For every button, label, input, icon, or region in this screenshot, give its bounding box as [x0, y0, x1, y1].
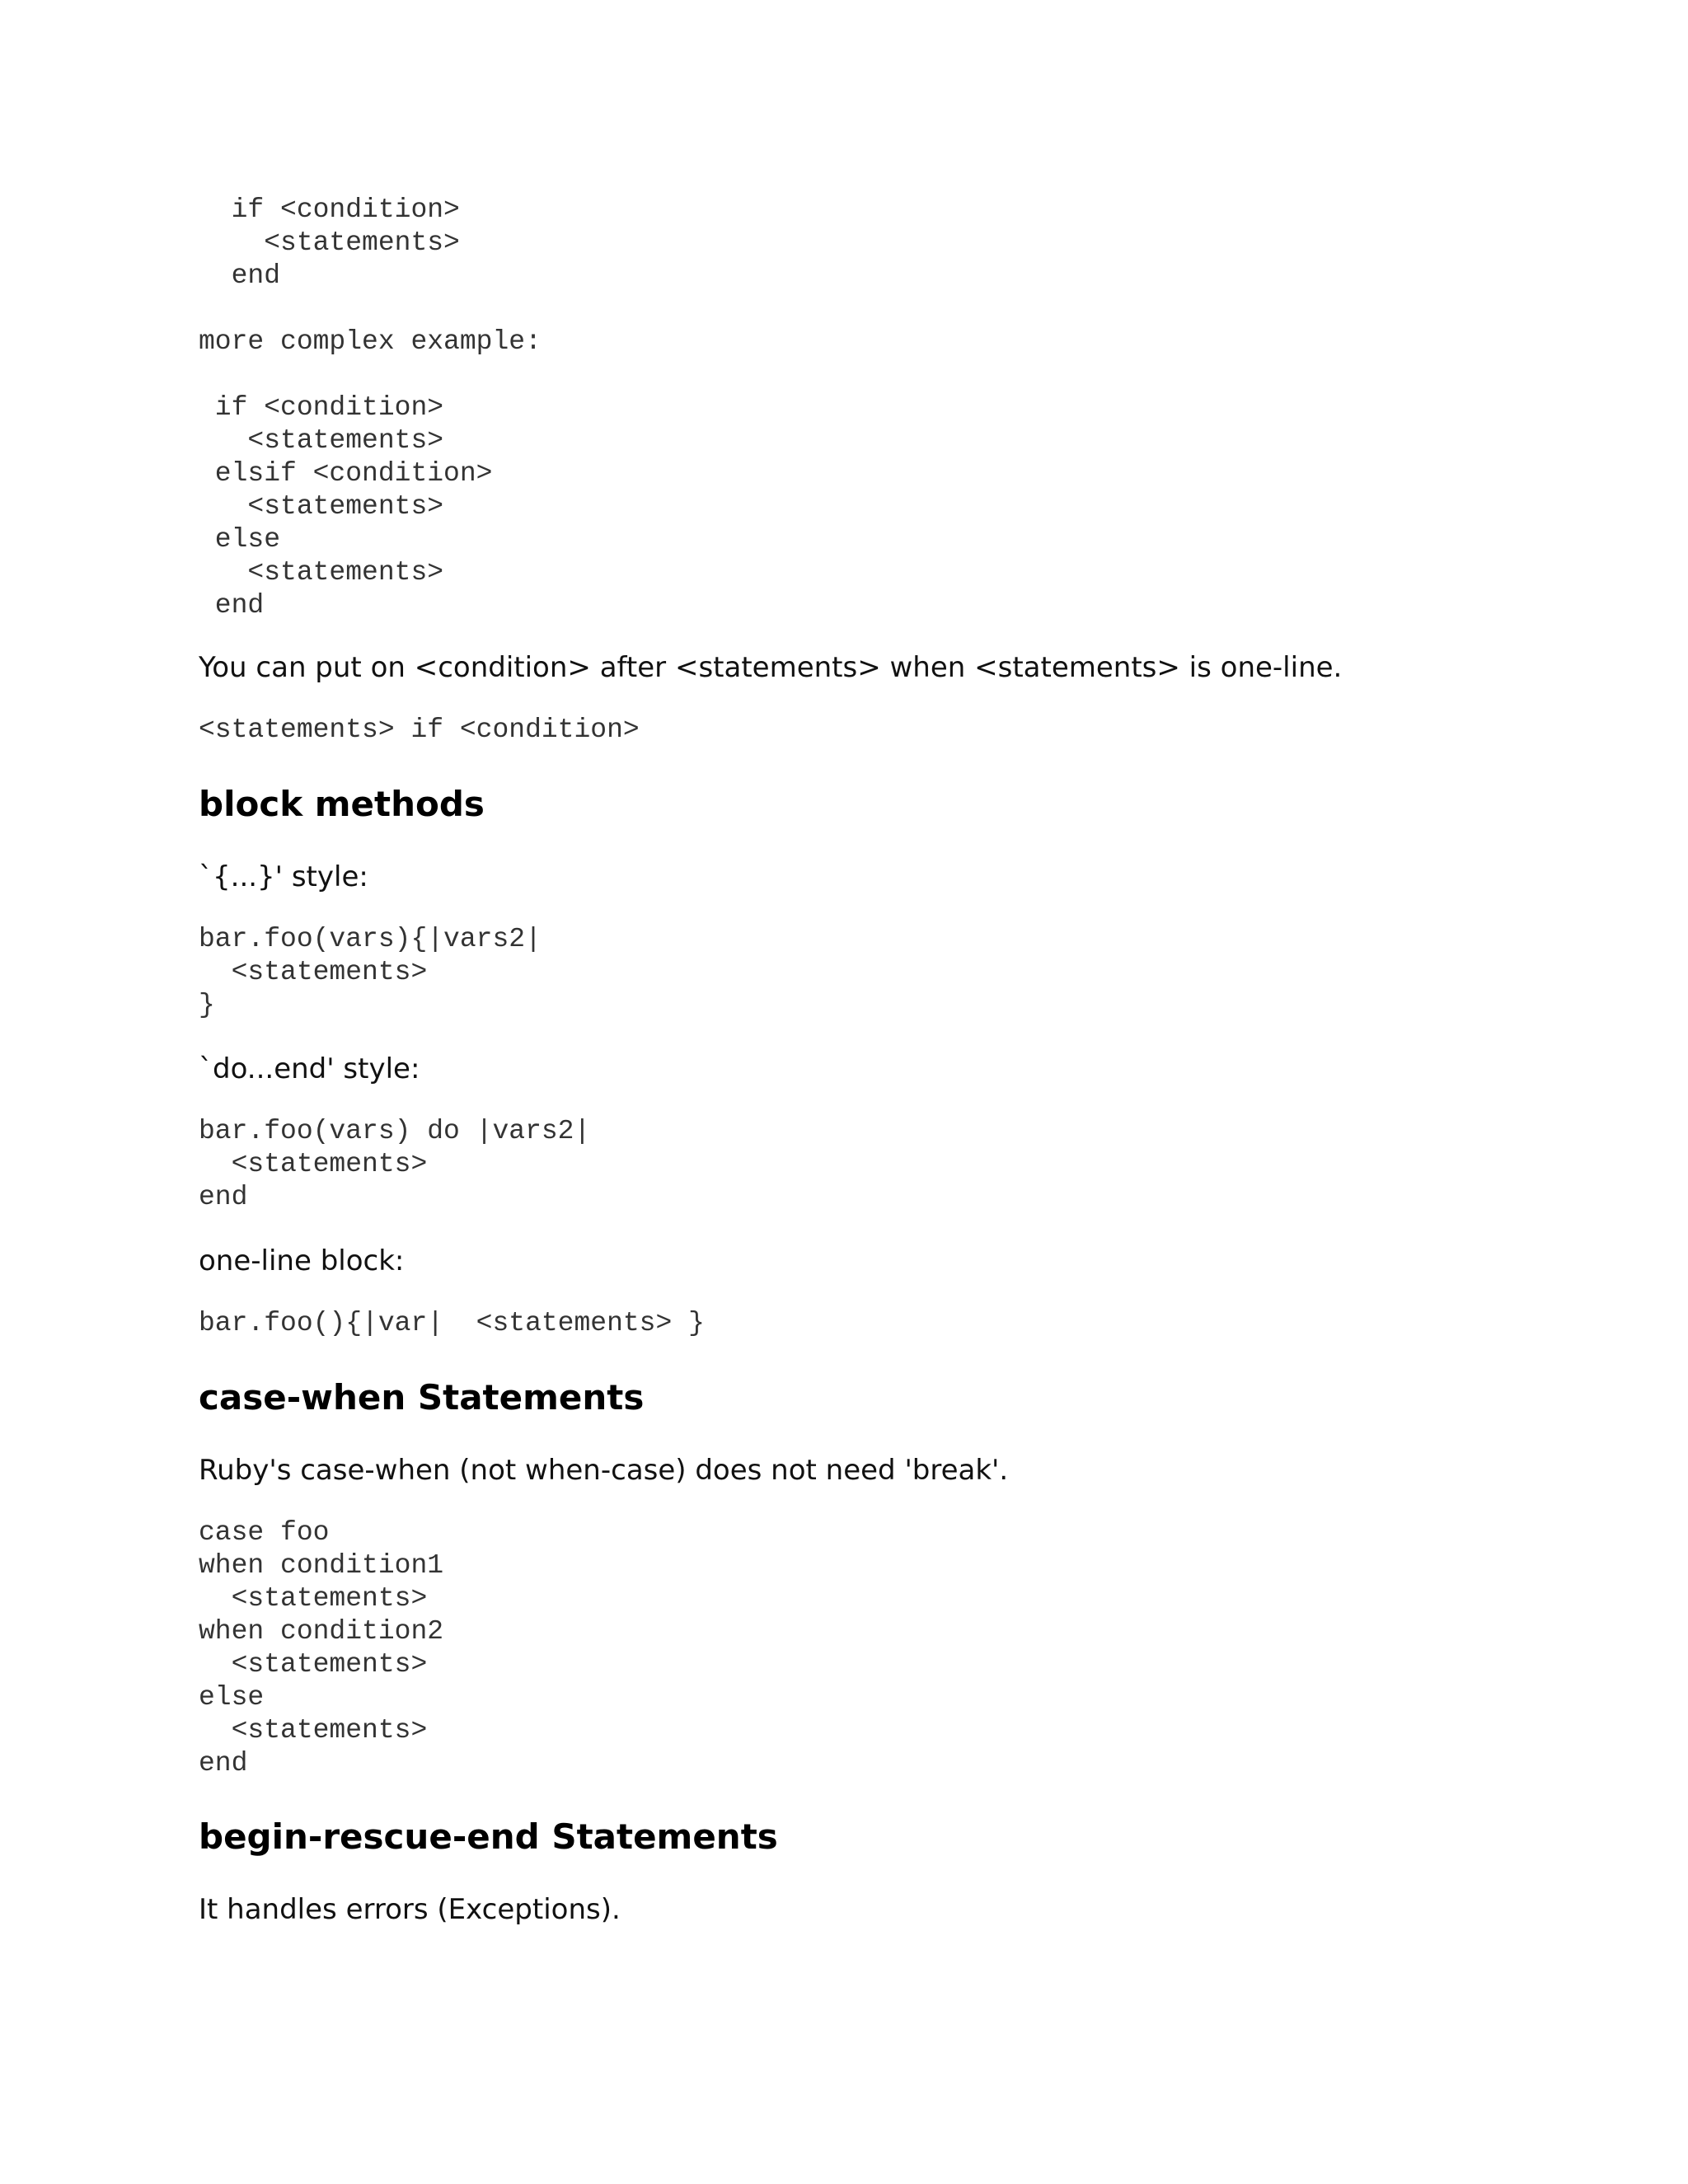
code-block-if: if <condition> <statements> end: [231, 194, 460, 291]
code-block-do-end-style: bar.foo(vars) do |vars2| <statements> end: [199, 1116, 591, 1212]
heading-begin-rescue-end: begin-rescue-end Statements: [199, 1816, 778, 1857]
heading-block-methods: block methods: [199, 784, 485, 824]
paragraph-brace-style: `{...}' style:: [199, 860, 368, 893]
paragraph-one-line-block: one-line block:: [199, 1244, 405, 1277]
paragraph-begin-rescue-desc: It handles errors (Exceptions).: [199, 1893, 621, 1926]
code-block-case-when: case foo when condition1 <statements> when condition2 <statements> else <statements> end: [199, 1517, 444, 1779]
code-block-postfix-if: <statements> if <condition>: [199, 715, 640, 745]
code-block-one-line-block: bar.foo(){|var| <statements> }: [199, 1308, 705, 1338]
text-more-complex-example: more complex example:: [199, 326, 542, 357]
paragraph-case-when-desc: Ruby's case-when (not when-case) does not need 'break'.: [199, 1454, 1009, 1487]
code-block-brace-style: bar.foo(vars){|vars2| <statements> }: [199, 924, 542, 1020]
heading-case-when: case-when Statements: [199, 1377, 645, 1418]
paragraph-one-line-condition: You can put on <condition> after <statements> when <statements> is one-line.: [199, 651, 1343, 684]
code-block-if-elsif-else: if <condition> <statements> elsif <condition> <statements> else <statements> end: [214, 392, 493, 621]
paragraph-do-end-style: `do...end' style:: [199, 1052, 420, 1085]
